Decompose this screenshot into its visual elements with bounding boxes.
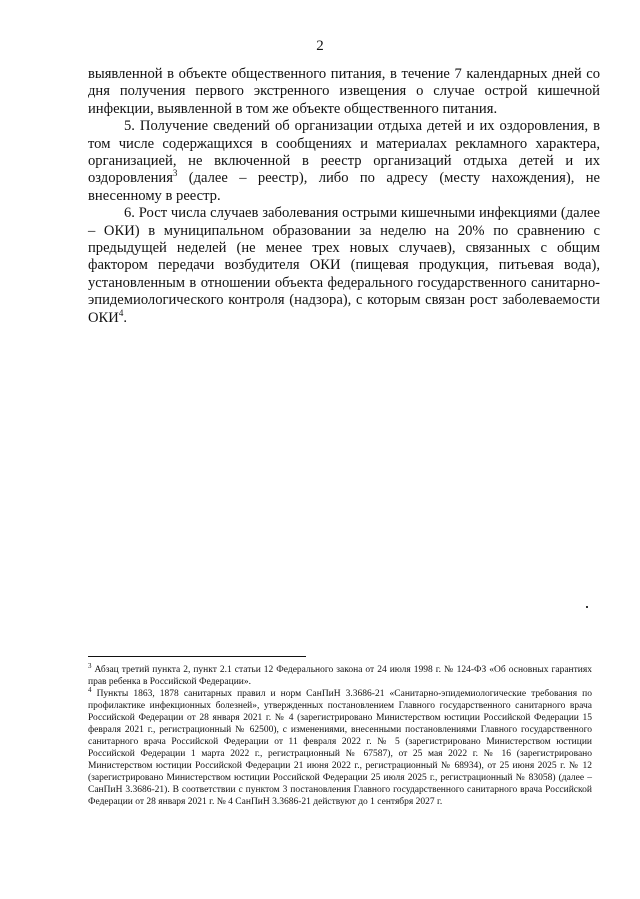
footnote-separator xyxy=(88,656,306,657)
footnote-4 xyxy=(88,685,592,808)
footnote-mark: 3 xyxy=(88,661,92,670)
footnote-ref-3[interactable]: 3 xyxy=(172,168,178,179)
footnote-3 xyxy=(88,661,592,688)
paragraph-item-6 xyxy=(88,205,600,327)
paragraph-continuation xyxy=(88,66,600,118)
paragraph-text: . xyxy=(123,309,127,326)
footnote-text: Абзац третий пункта 2, пункт 2.1 статьи 12 Федерального закона от 24 июля 1998 г. № 124-ФЗ «Об основных гарантиях прав ребенка в Российской Федерации». xyxy=(88,665,592,687)
paragraph-text: 5. Получение сведений об организации отдыха детей и их оздоровления, в том числе содержащихся в сообщениях и материалах рекламного характера, организацией, не включенной в реестр организаций отдыха детей и их оздоровления xyxy=(88,118,600,187)
main-text xyxy=(88,66,600,327)
footnote-ref-4[interactable]: 4 xyxy=(118,307,124,318)
scan-speck xyxy=(586,606,588,608)
page-number: 2 xyxy=(316,38,324,54)
paragraph-text: выявленной в объекте общественного питания, в течение 7 календарных дней со дня получения первого экстренного извещения о случае острой кишечной инфекции, выявленной в том же объекте общественного питания. xyxy=(88,66,600,117)
paragraph-text: (далее – реестр), либо по адресу (месту нахождения), не внесенному в реестр. xyxy=(88,170,600,204)
footnotes xyxy=(88,661,592,808)
paragraph-text: 6. Рост числа случаев заболевания острыми кишечными инфекциями (далее – ОКИ) в муниципальном образовании за неделю на 20% по сравнению с предыдущей неделей (не менее трех новых случаев), связанных с общим фактором передачи возбудителя ОКИ (пищевая продукция, питьевая вода), установленным в отношении объекта федерального государственного санитарно-эпидемиологического контроля (надзора), с которым связан рост заболеваемости ОКИ xyxy=(88,205,600,326)
footnote-mark: 4 xyxy=(88,685,92,694)
footnote-text: Пункты 1863, 1878 санитарных правил и норм СанПиН 3.3686-21 «Санитарно-эпидемиологические требования по профилактике инфекционных болезней», утвержденных постановлением Главного государственного санитарного врача Российской Федерации от 28 января 2021 г. № 4 (зарегистрировано Министерством юстиции Российской Федерации 15 февраля 2021 г., регистрационный № 62500), с изменениями, внесенными постановлениями Главного государственного санитарного врача Российской Федерации от 11 февраля 2022 г. № 5 (зарегистрировано Министерством юстиции Российской Федерации 1 марта 2022 г., регистрационный № 67587), от 25 мая 2022 г. № 16 (зарегистрировано Министерством юстиции Российской Федерации 21 июня 2022 г., регистрационный № 68934), от 25 июня 2025 г. № 12 (зарегистрировано Министерством юстиции Российской Федерации 25 июля 2025 г., регистрационный № 83058) (далее – СанПиН 3.3686-21). В соответствии с пунктом 3 постановления Главного государственного санитарного врача Российской Федерации от 28 января 2021 г. № 4 СанПиН 3.3686-21 действуют до 1 сентября 2027 г. xyxy=(88,689,592,807)
paragraph-item-5 xyxy=(88,118,600,205)
